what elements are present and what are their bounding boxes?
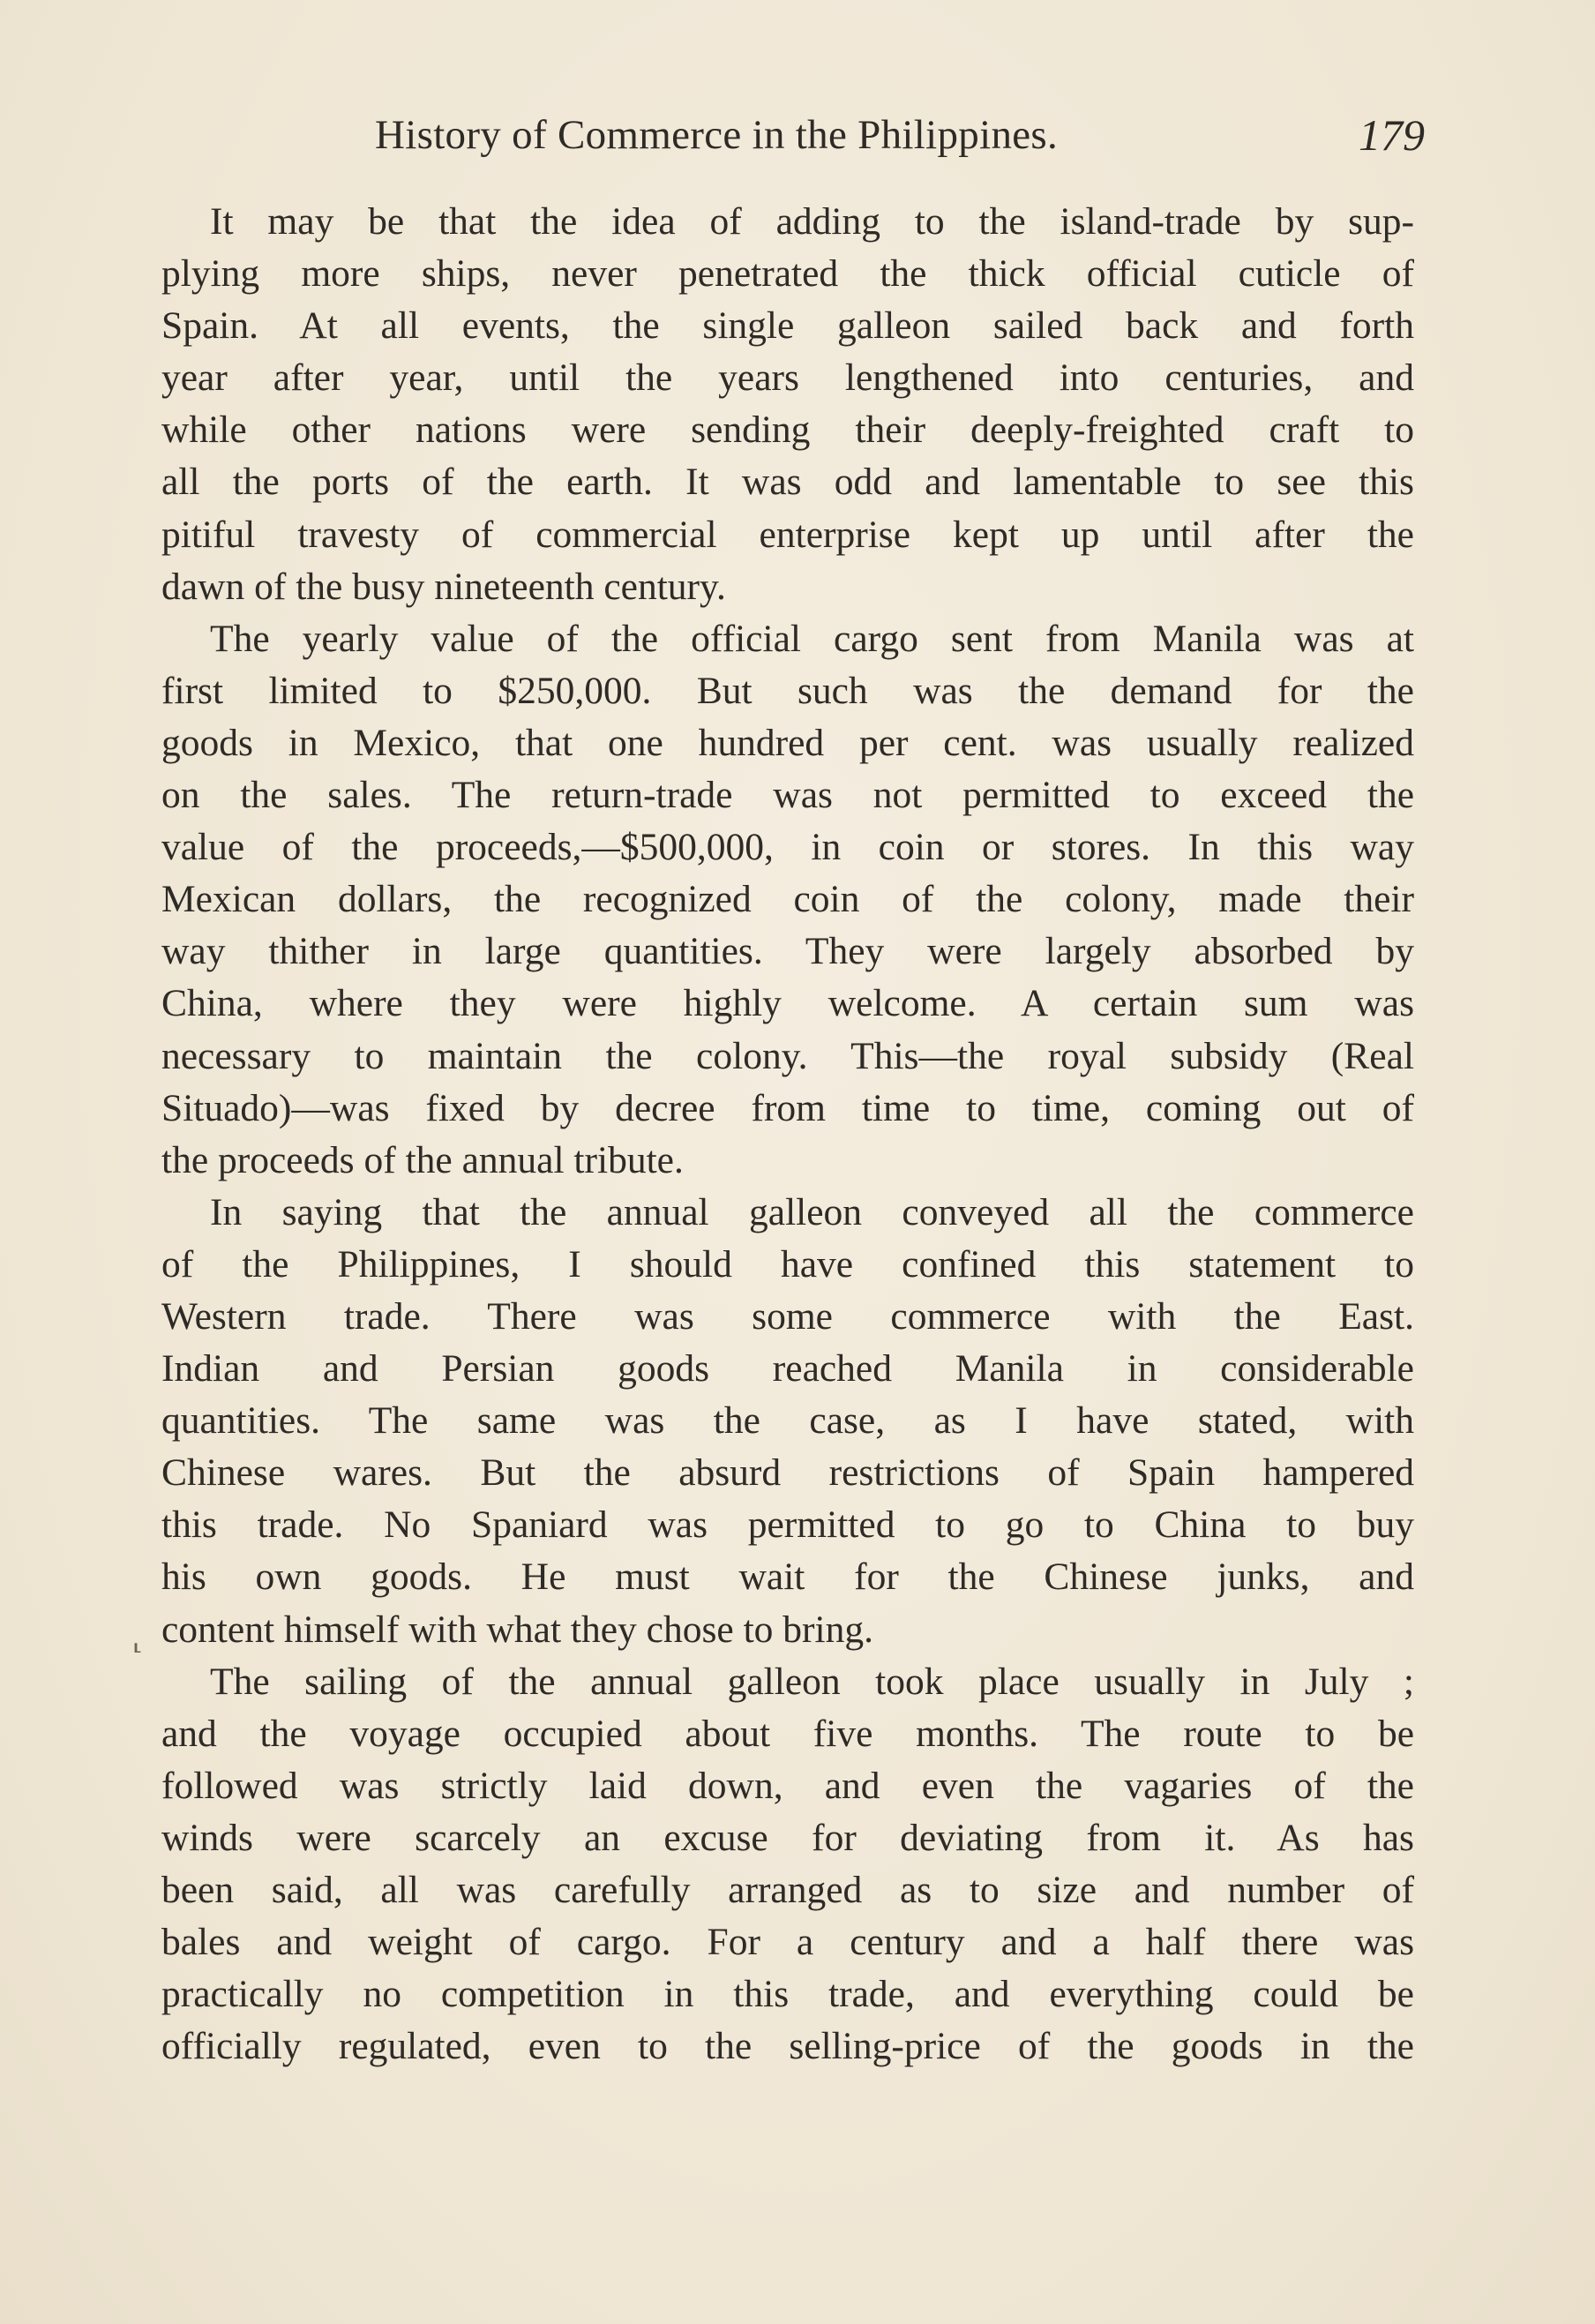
text-line: China, where they were highly welcome. A certain sum was [161, 982, 1414, 1025]
text-line: practically no competition in this trade, and everything could be [161, 1973, 1414, 2016]
text-line: The yearly value of the official cargo sent from Manila was at [210, 617, 1414, 660]
text-line: In saying that the annual galleon conveyed all the commerce [210, 1190, 1414, 1233]
text-line: winds were scarcely an excuse for deviating from it. As has [161, 1816, 1414, 1859]
text-line: Spain. At all events, the single galleon sailed back and forth [161, 304, 1414, 348]
text-line: content himself with what they chose to bring. [161, 1608, 874, 1651]
text-line: Western trade. There was some commerce with the East. [161, 1294, 1414, 1338]
text-line: been said, all was carefully arranged as to size and number of [161, 1869, 1414, 1911]
text-line: on the sales. The return-trade was not permitted to exceed the [161, 774, 1414, 817]
text-line: pitiful travesty of commercial enterprise kept up until after the [161, 513, 1414, 556]
text-line: the proceeds of the annual tribute. [161, 1138, 684, 1181]
paragraph-4 [161, 1656, 1414, 2073]
text-line: of the Philippines, I should have confined this statement to [161, 1242, 1414, 1286]
paragraph-3 [161, 1187, 1414, 1656]
text-line: Indian and Persian goods reached Manila in considerable [161, 1347, 1414, 1391]
text-line: Situado)—was fixed by decree from time to time, coming out of [161, 1086, 1414, 1129]
text-line: dawn of the busy nineteenth century. [161, 565, 726, 608]
text-line: necessary to maintain the colony. This—the royal subsidy (Real [161, 1034, 1414, 1077]
text-line: Mexican dollars, the recognized coin of the colony, made their [161, 878, 1414, 921]
text-line: It may be that the idea of adding to the island-trade by sup- [210, 200, 1414, 243]
text-line: quantities. The same was the case, as I have stated, with [161, 1399, 1414, 1443]
text-line: while other nations were sending their deeply-freighted craft to [161, 409, 1414, 452]
text-line: bales and weight of cargo. For a century and a half there was [161, 1921, 1414, 1964]
text-line: value of the proceeds,—$500,000, in coin or stores. In this way [161, 826, 1414, 869]
text-line: his own goods. He must wait for the Chinese junks, and [161, 1556, 1414, 1599]
text-line: and the voyage occupied about five months. The route to be [161, 1712, 1414, 1755]
text-line: plying more ships, never penetrated the thick official cuticle of [161, 252, 1414, 296]
page-number: 179 [1359, 110, 1425, 160]
paragraph-2 [161, 613, 1414, 1187]
page-header [0, 104, 1595, 166]
text-line: Chinese wares. But the absurd restrictions of Spain hampered [161, 1451, 1414, 1495]
text-line: way thither in large quantities. They were largely absorbed by [161, 930, 1414, 973]
text-line: goods in Mexico, that one hundred per cent. was usually realized [161, 721, 1414, 764]
text-line: this trade. No Spaniard was permitted to go to China to buy [161, 1503, 1414, 1547]
text-line: first limited to $250,000. But such was the demand for the [161, 669, 1414, 712]
text-line: officially regulated, even to the selling-price of the goods in the [161, 2025, 1414, 2068]
text-line: The sailing of the annual galleon took place usually in July ; [210, 1660, 1414, 1703]
text-line: all the ports of the earth. It was odd and lamentable to see this [161, 461, 1414, 504]
running-head-title: History of Commerce in the Philippines. [375, 112, 1059, 158]
margin-mark: ⸤ [132, 1626, 143, 1655]
text-line: year after year, until the years lengthened into centuries, and [161, 356, 1414, 400]
text-line: followed was strictly laid down, and even the vagaries of the [161, 1764, 1414, 1807]
paragraph-1 [161, 196, 1414, 613]
body-text [161, 196, 1414, 2073]
